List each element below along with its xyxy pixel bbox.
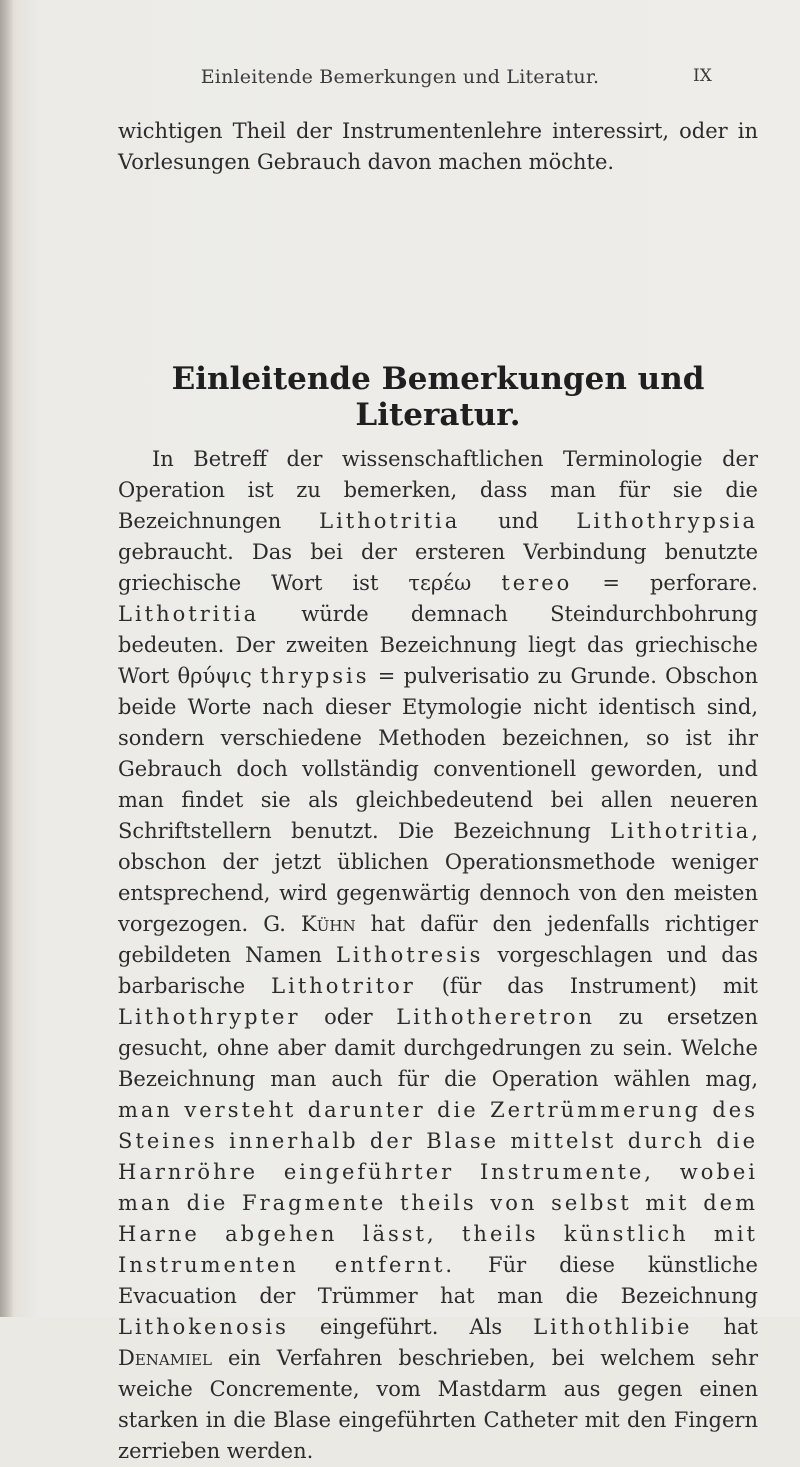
page-number: IX xyxy=(693,66,712,86)
term-lithotritia: Lithotritia xyxy=(319,509,461,533)
text-segment: zu ersetzen gesucht, ohne aber damit durchgedrungen zu sein. Welche Bezeichnung man auch für die Operation wählen mag, xyxy=(118,1005,758,1091)
emphasized-definition: man versteht darunter die Zertrümmerung des Steines innerhalb der Blase mittelst durch die Harnröhre eingeführter Instrumente, wobei man die Fragmente theils von selbst mit dem Harne abgehen lässt, theils künstlich mit Instrumenten entfernt. xyxy=(118,1098,758,1277)
section-heading: Einleitende Bemerkungen und Literatur. xyxy=(171,361,705,433)
term-lithotheretron: Lithotheretron xyxy=(396,1005,596,1029)
text-segment: = pulverisatio zu Grunde. Obschon beide Worte nach dieser Etymologie nicht identisch sind, sondern verschiedene Methoden bezeichnen, so ist ihr Gebrauch doch vollständig conventionell geworden, und man findet sie als gleichbedeutend bei allen neueren Schriftstellern benutzt. Die Bezeichnung xyxy=(118,664,758,843)
text-segment: eingeführt. Als xyxy=(288,1315,534,1339)
text-segment: und xyxy=(460,509,577,533)
binding-shadow xyxy=(0,0,14,1317)
text-segment: gebraucht. Das bei der ersteren Verbindung benutzte griechische Wort ist τερέω xyxy=(118,540,758,595)
main-paragraph xyxy=(118,444,758,1467)
term-lithotresis: Lithotresis xyxy=(335,943,484,967)
intro-paragraph-block xyxy=(118,116,758,178)
main-paragraph-block xyxy=(118,444,758,1467)
text-segment: , obschon der jetzt üblichen Operationsmethode weniger entsprechend, wird gegenwärtig dennoch von den meisten vorgezogen. G. xyxy=(118,819,758,936)
intro-paragraph: wichtigen Theil der Instrumentenlehre interessirt, oder in Vorlesungen Gebrauch davon machen möchte. xyxy=(118,119,758,174)
text-segment: In Betreff der wissenschaftlichen Terminologie der Operation ist zu bemerken, dass man für sie die Bezeichnungen xyxy=(118,447,758,533)
author-name-denamiel: Denamiel xyxy=(118,1346,212,1370)
term-lithotritia: Lithotritia xyxy=(610,819,752,843)
text-segment: (für das Instrument) mit xyxy=(415,974,759,998)
text-segment: Für diese künstliche Evacuation der Trümmer hat man die Bezeichnung xyxy=(118,1253,758,1308)
term-thrypsis: thrypsis xyxy=(259,664,370,688)
term-tereo: tereo xyxy=(501,571,573,595)
text-segment: hat xyxy=(692,1315,758,1339)
text-segment: würde demnach Steindurchbohrung bedeuten. Der zweiten Bezeichnung liegt das griechische Wort θρύψις xyxy=(118,602,758,688)
term-lithothlibie: Lithothlibie xyxy=(533,1315,693,1339)
running-title: Einleitende Bemerkungen und Literatur. xyxy=(200,66,600,88)
text-segment: vorgeschlagen und das barbarische xyxy=(118,943,759,998)
text-segment: oder xyxy=(300,1005,397,1029)
text-segment: ein Verfahren beschrieben, bei welchem sehr weiche Concremente, vom Mastdarm aus gegen einen starken in die Blase eingeführten Catheter mit den Fingern zerrieben werden. xyxy=(118,1346,758,1463)
text-segment: hat dafür den jedenfalls richtiger gebildeten Namen xyxy=(118,912,759,967)
author-name-kuehn: Kühn xyxy=(301,912,356,936)
term-lithotritia: Lithotritia xyxy=(118,602,260,626)
term-lithokenosis: Lithokenosis xyxy=(118,1315,289,1339)
term-lithotritor: Lithotritor xyxy=(271,974,416,998)
term-lithothrypsia: Lithothrypsia xyxy=(576,509,758,533)
term-lithothrypter: Lithothrypter xyxy=(118,1005,301,1029)
text-segment: = perforare. xyxy=(572,571,758,595)
